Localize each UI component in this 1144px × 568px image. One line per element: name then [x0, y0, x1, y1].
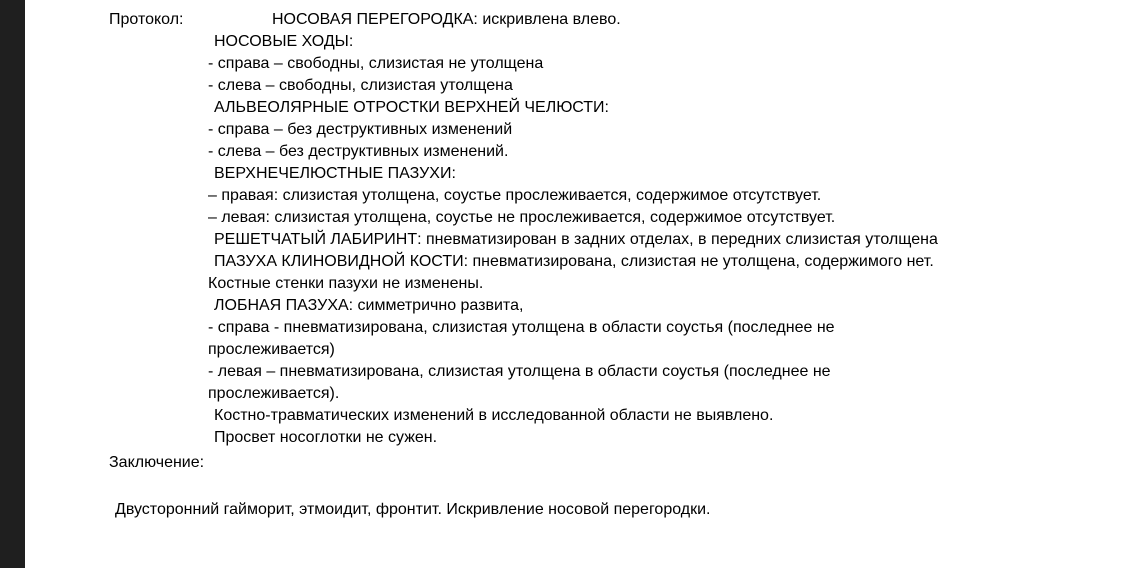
protocol-label: Протокол: [109, 11, 184, 28]
finding-line: прослеживается) [208, 341, 335, 358]
conclusion-label: Заключение: [109, 454, 205, 471]
finding-line: - левая – пневматизирована, слизистая утолщена в области соустья (последнее не [208, 363, 831, 380]
finding-line: Просвет носоглотки не сужен. [214, 429, 438, 446]
finding-line: – левая: слизистая утолщена, соустье не прослеживается, содержимое отсутствует. [208, 209, 836, 226]
finding-line: ЛОБНАЯ ПАЗУХА: симметрично развита, [214, 297, 524, 314]
finding-line: - слева – свободны, слизистая утолщена [208, 77, 513, 94]
conclusion-text: Двусторонний гайморит, этмоидит, фронтит. Искривление носовой перегородки. [115, 501, 711, 518]
finding-line: РЕШЕТЧАТЫЙ ЛАБИРИНТ: пневматизирован в задних отделах, в передних слизистая утолщена [214, 231, 938, 248]
finding-line: - справа - пневматизирована, слизистая утолщена в области соустья (последнее не [208, 319, 835, 336]
finding-line: Костно-травматических изменений в исследованной области не выявлено. [214, 407, 774, 424]
finding-line: АЛЬВЕОЛЯРНЫЕ ОТРОСТКИ ВЕРХНЕЙ ЧЕЛЮСТИ: [214, 99, 609, 116]
finding-line: прослеживается). [208, 385, 340, 402]
finding-line: НОСОВАЯ ПЕРЕГОРОДКА: искривлена влево. [272, 11, 621, 28]
finding-line: ПАЗУХА КЛИНОВИДНОЙ КОСТИ: пневматизирована, слизистая не утолщена, содержимого нет. [214, 253, 934, 270]
finding-line: – правая: слизистая утолщена, соустье прослеживается, содержимое отсутствует. [208, 187, 822, 204]
finding-line: - справа – без деструктивных изменений [208, 121, 513, 138]
finding-line: - справа – свободны, слизистая не утолщена [208, 55, 544, 72]
finding-line: Костные стенки пазухи не изменены. [208, 275, 484, 292]
finding-line: ВЕРХНЕЧЕЛЮСТНЫЕ ПАЗУХИ: [214, 165, 456, 182]
finding-line: - слева – без деструктивных изменений. [208, 143, 509, 160]
finding-line: НОСОВЫЕ ХОДЫ: [214, 33, 354, 50]
